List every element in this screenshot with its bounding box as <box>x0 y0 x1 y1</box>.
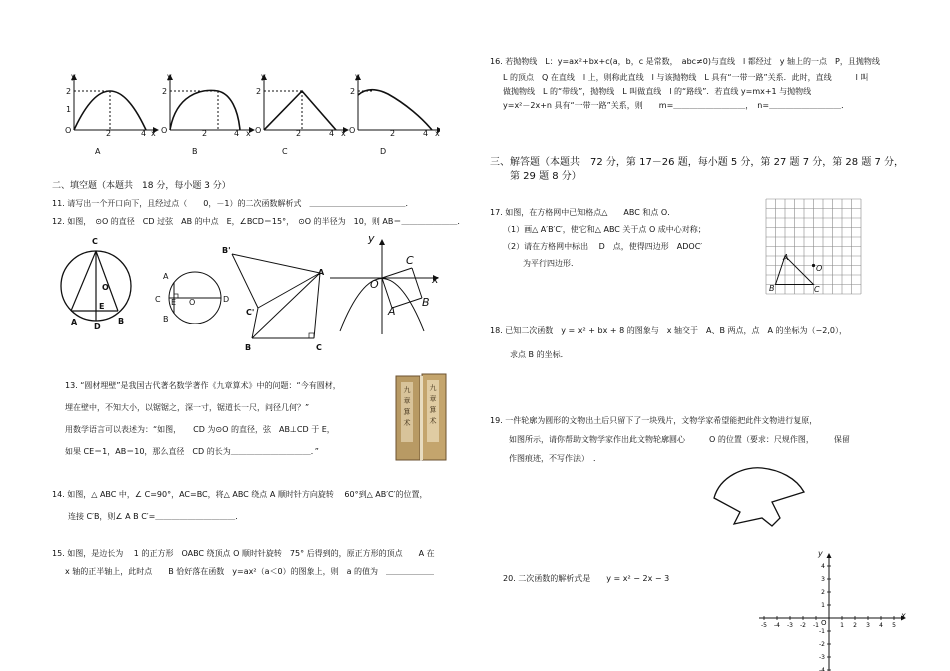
fig15-label-y: y <box>368 232 375 245</box>
svg-text:章: 章 <box>429 395 437 403</box>
question-19-line-2: 如图所示，请你帮助文物学家作出此文物轮廓圆心 O 的位置（要求：尺规作图， 保留 <box>509 435 850 444</box>
graph-b-x-tick-4: 4 <box>234 129 240 138</box>
question-14-line-1: 14. 如图，△ ABC 中，∠ C=90°，AC=BC，将△ ABC 绕点 A 顺时针方向旋转 60°到△ AB′C′的位置， <box>52 490 428 499</box>
graph-a-y-one: 1 <box>66 105 72 114</box>
graph-a-y-label: y <box>71 72 76 81</box>
fig15-label-b: B <box>422 296 430 309</box>
svg-text:算: 算 <box>429 406 437 414</box>
question-13-line-2: 埋在壁中，不知大小，以锯锯之，深一寸，锯道长一尺，问径几何？” <box>65 403 310 412</box>
question-20: 20. 二次函数的解析式是 y = x² − 2x − 3 <box>503 574 670 583</box>
graph-c <box>264 75 348 130</box>
question-17-line-4: 为平行四边形． <box>523 259 579 268</box>
svg-text:章: 章 <box>403 397 411 405</box>
graph-d-y-tick: 2 <box>350 87 356 96</box>
option-label-c: C <box>282 147 288 156</box>
graph-a <box>74 75 158 130</box>
question-17-line-1: 17. 如图，在方格网中已知格点△ ABC 和点 O． <box>490 208 676 217</box>
question-19-line-1: 19. 一件轮廓为圆形的文物出土后只留下了一块残片，文物学家希望能把此件文物进行复原， <box>490 416 818 425</box>
option-label-b: B <box>192 147 198 156</box>
graph-d-x-tick-4: 4 <box>423 129 429 138</box>
question-13-line-1: 13. “圆材埋壁”是我国古代著名数学著作《九章算术》中的问题：“今有圆材， <box>65 381 341 390</box>
graph-b-origin: O <box>161 126 168 135</box>
question-16-line-2: L 的顶点 Q 在直线 l 上，则称此直线 l 与该抛物线 L 具有“一带一路”关系．此时，直线 l 叫 <box>503 73 869 82</box>
q20-coordinate-axes <box>755 550 915 671</box>
book-title-glyph-1: 九 <box>403 386 411 394</box>
question-12: 12. 如图， ⊙O 的直径 CD 过弦 AB 的中点 E，∠BCD＝15°， ⊙O 的半径为 10，则 AB＝＿＿＿＿＿＿＿． <box>52 217 466 226</box>
question-19-line-3: 作图痕迹，不写作法） ． <box>509 454 601 463</box>
x-tick-label: 4 <box>879 622 883 629</box>
x-tick-label: -5 <box>761 622 767 629</box>
graph-a-x-label: x <box>151 129 156 138</box>
graph-d-x-label: x <box>435 129 440 138</box>
graph-b-x-tick-2: 2 <box>202 129 208 138</box>
fig12b-label-c: C <box>155 295 161 304</box>
fig12a-label-o: O <box>102 283 109 292</box>
y-tick-label: -2 <box>819 641 825 648</box>
section-2-header: 二、填空题（本题共 18 分，每小题 3 分） <box>52 181 231 191</box>
grid-label-o: O <box>816 264 823 273</box>
graph-b <box>170 75 254 130</box>
figure-13-circle <box>160 264 230 324</box>
graph-d-origin: O <box>349 126 356 135</box>
fig12b-label-e: E <box>171 298 177 307</box>
question-11: 11. 请写出一个开口向下，且经过点（ 0，－1）的二次函数解析式 ＿＿＿＿＿＿＿＿＿＿＿＿． <box>52 199 414 208</box>
svg-text:术: 术 <box>403 419 411 427</box>
y-tick-label: -1 <box>819 628 825 635</box>
graph-c-origin: O <box>255 126 262 135</box>
svg-text:术: 术 <box>429 417 437 425</box>
question-13-line-3: 用数学语言可以表述为：“如图， CD 为⊙O 的直径，弦 AB⊥CD 于 E， <box>65 425 335 434</box>
fig12b-label-d: D <box>223 295 230 304</box>
question-13-line-4: 如果 CE＝1，AB＝10，那么直径 CD 的长为＿＿＿＿＿＿＿＿＿＿．” <box>65 447 319 456</box>
grid-label-a: A <box>783 253 789 262</box>
y-tick-label: 2 <box>821 589 825 596</box>
fig12b-label-a: A <box>163 272 169 281</box>
graph-c-x-tick-4: 4 <box>329 129 335 138</box>
question-15-line-2: x 轴的正半轴上，此时点 B 恰好落在函数 y=ax²（a＜0）的图象上，则 a 的值为 ＿＿＿＿＿＿ <box>65 567 435 576</box>
graph-d <box>358 75 440 130</box>
graph-c-x-label: x <box>341 129 346 138</box>
figure-15-parabola <box>330 236 445 336</box>
graph-c-y-tick: 2 <box>256 87 262 96</box>
y-tick-label: -3 <box>819 654 825 661</box>
question-18-line-2: 求点 B 的坐标． <box>510 350 569 359</box>
x-tick-label: -2 <box>800 622 806 629</box>
graph-c-x-tick-2: 2 <box>296 129 302 138</box>
y-tick-label: 3 <box>821 576 825 583</box>
graph-a-x-tick-4: 4 <box>141 129 147 138</box>
question-17-line-2: （1）画△ A′B′C′，使它和△ ABC 关于点 O 成中心对称； <box>503 225 706 234</box>
svg-text:九: 九 <box>429 384 437 392</box>
fig12a-label-d: D <box>94 322 101 331</box>
graph-b-x-label: x <box>246 129 251 138</box>
section-3-header-line-1: 三、解答题（本题共 72 分，第 17－26 题，每小题 5 分，第 27 题 7 分，第 28 题 7 分， <box>490 157 905 168</box>
fig12b-label-b: B <box>163 315 169 324</box>
fig15-label-a: A <box>388 305 396 318</box>
fig15-label-c: C <box>406 254 414 267</box>
question-18-line-1: 18. 已知二次函数 y = x² + bx + 8 的图象与 x 轴交于 A、B 两点，点 A 的坐标为（−2,0）， <box>490 326 847 335</box>
option-label-a: A <box>95 147 101 156</box>
fig14-label-b: B <box>245 343 252 352</box>
x-tick-label: 1 <box>840 622 844 629</box>
x-tick-label: 2 <box>853 622 857 629</box>
graph-d-x-tick-2: 2 <box>390 129 396 138</box>
graph-a-x-tick-2: 2 <box>106 129 112 138</box>
graph-c-y-label: y <box>261 72 266 81</box>
fig12a-label-e: E <box>99 302 105 311</box>
graph-a-y-tick: 2 <box>66 87 72 96</box>
book-image <box>394 372 450 464</box>
question-16-line-1: 16. 若抛物线 L：y=ax²+bx+c(a，b，c 是常数， abc≠0)与直线 l 都经过 y 轴上的一点 P，且抛物线 <box>490 57 880 66</box>
graph-b-y-tick: 2 <box>162 87 168 96</box>
x-tick-label: -4 <box>774 622 780 629</box>
figure-14-triangles <box>226 248 331 348</box>
fig15-label-o: O <box>370 278 379 291</box>
graph-a-origin: O <box>65 126 72 135</box>
y-tick-label: -4 <box>819 667 825 671</box>
fig14-label-b-prime: B' <box>222 246 231 255</box>
y-tick-label: 4 <box>821 563 825 570</box>
question-16-line-4: y=x²－2x+n 具有“一带一路”关系，则 m=＿＿＿＿＿＿＿＿＿， n=＿＿＿＿＿＿＿＿＿． <box>503 101 850 110</box>
svg-text:算: 算 <box>403 408 411 416</box>
point-o <box>812 264 815 267</box>
question-15-line-1: 15. 如图，是边长为 1 的正方形 OABC 绕顶点 O 顺时针旋转 75° 后得到的，原正方形的顶点 A 在 <box>52 549 435 558</box>
fig12a-label-a: A <box>71 318 78 327</box>
graph-b-y-label: y <box>167 72 172 81</box>
grid-label-c: C <box>814 285 820 294</box>
fig14-label-a: A <box>318 268 325 277</box>
graph-d-y-label: y <box>355 72 360 81</box>
grid-label-b: B <box>769 284 775 293</box>
fig14-label-c: C <box>316 343 322 352</box>
question-17-line-3: （2）请在方格网中标出 D 点，使得四边形 ADOC′ <box>503 242 703 251</box>
fig12a-label-c: C <box>92 237 98 246</box>
x-tick-label: -3 <box>787 622 793 629</box>
q19-artifact-fragment <box>700 462 815 532</box>
fig14-label-c-prime: C' <box>246 308 255 317</box>
fig12a-label-b: B <box>118 317 125 326</box>
axes20-x-label: x <box>901 611 906 620</box>
axes20-origin: O <box>821 619 827 627</box>
q17-grid <box>764 197 864 297</box>
axes20-y-label: y <box>818 549 823 558</box>
x-tick-label: 5 <box>892 622 896 629</box>
x-tick-label: -1 <box>813 622 819 629</box>
x-tick-label: 3 <box>866 622 870 629</box>
y-tick-label: 1 <box>821 602 825 609</box>
question-16-line-3: 做抛物线 L 的“带线”，抛物线 L 叫做直线 l 的“路线”．若直线 y=mx+1 与抛物线 <box>503 87 812 96</box>
option-label-d: D <box>380 147 387 156</box>
fig12b-label-o: O <box>189 298 196 307</box>
section-3-header-line-2: 第 29 题 8 分） <box>510 171 582 182</box>
question-14-line-2: 连接 C′B，则∠ A B C′=＿＿＿＿＿＿＿＿＿＿． <box>68 512 244 521</box>
fig15-label-x: x <box>432 273 439 286</box>
